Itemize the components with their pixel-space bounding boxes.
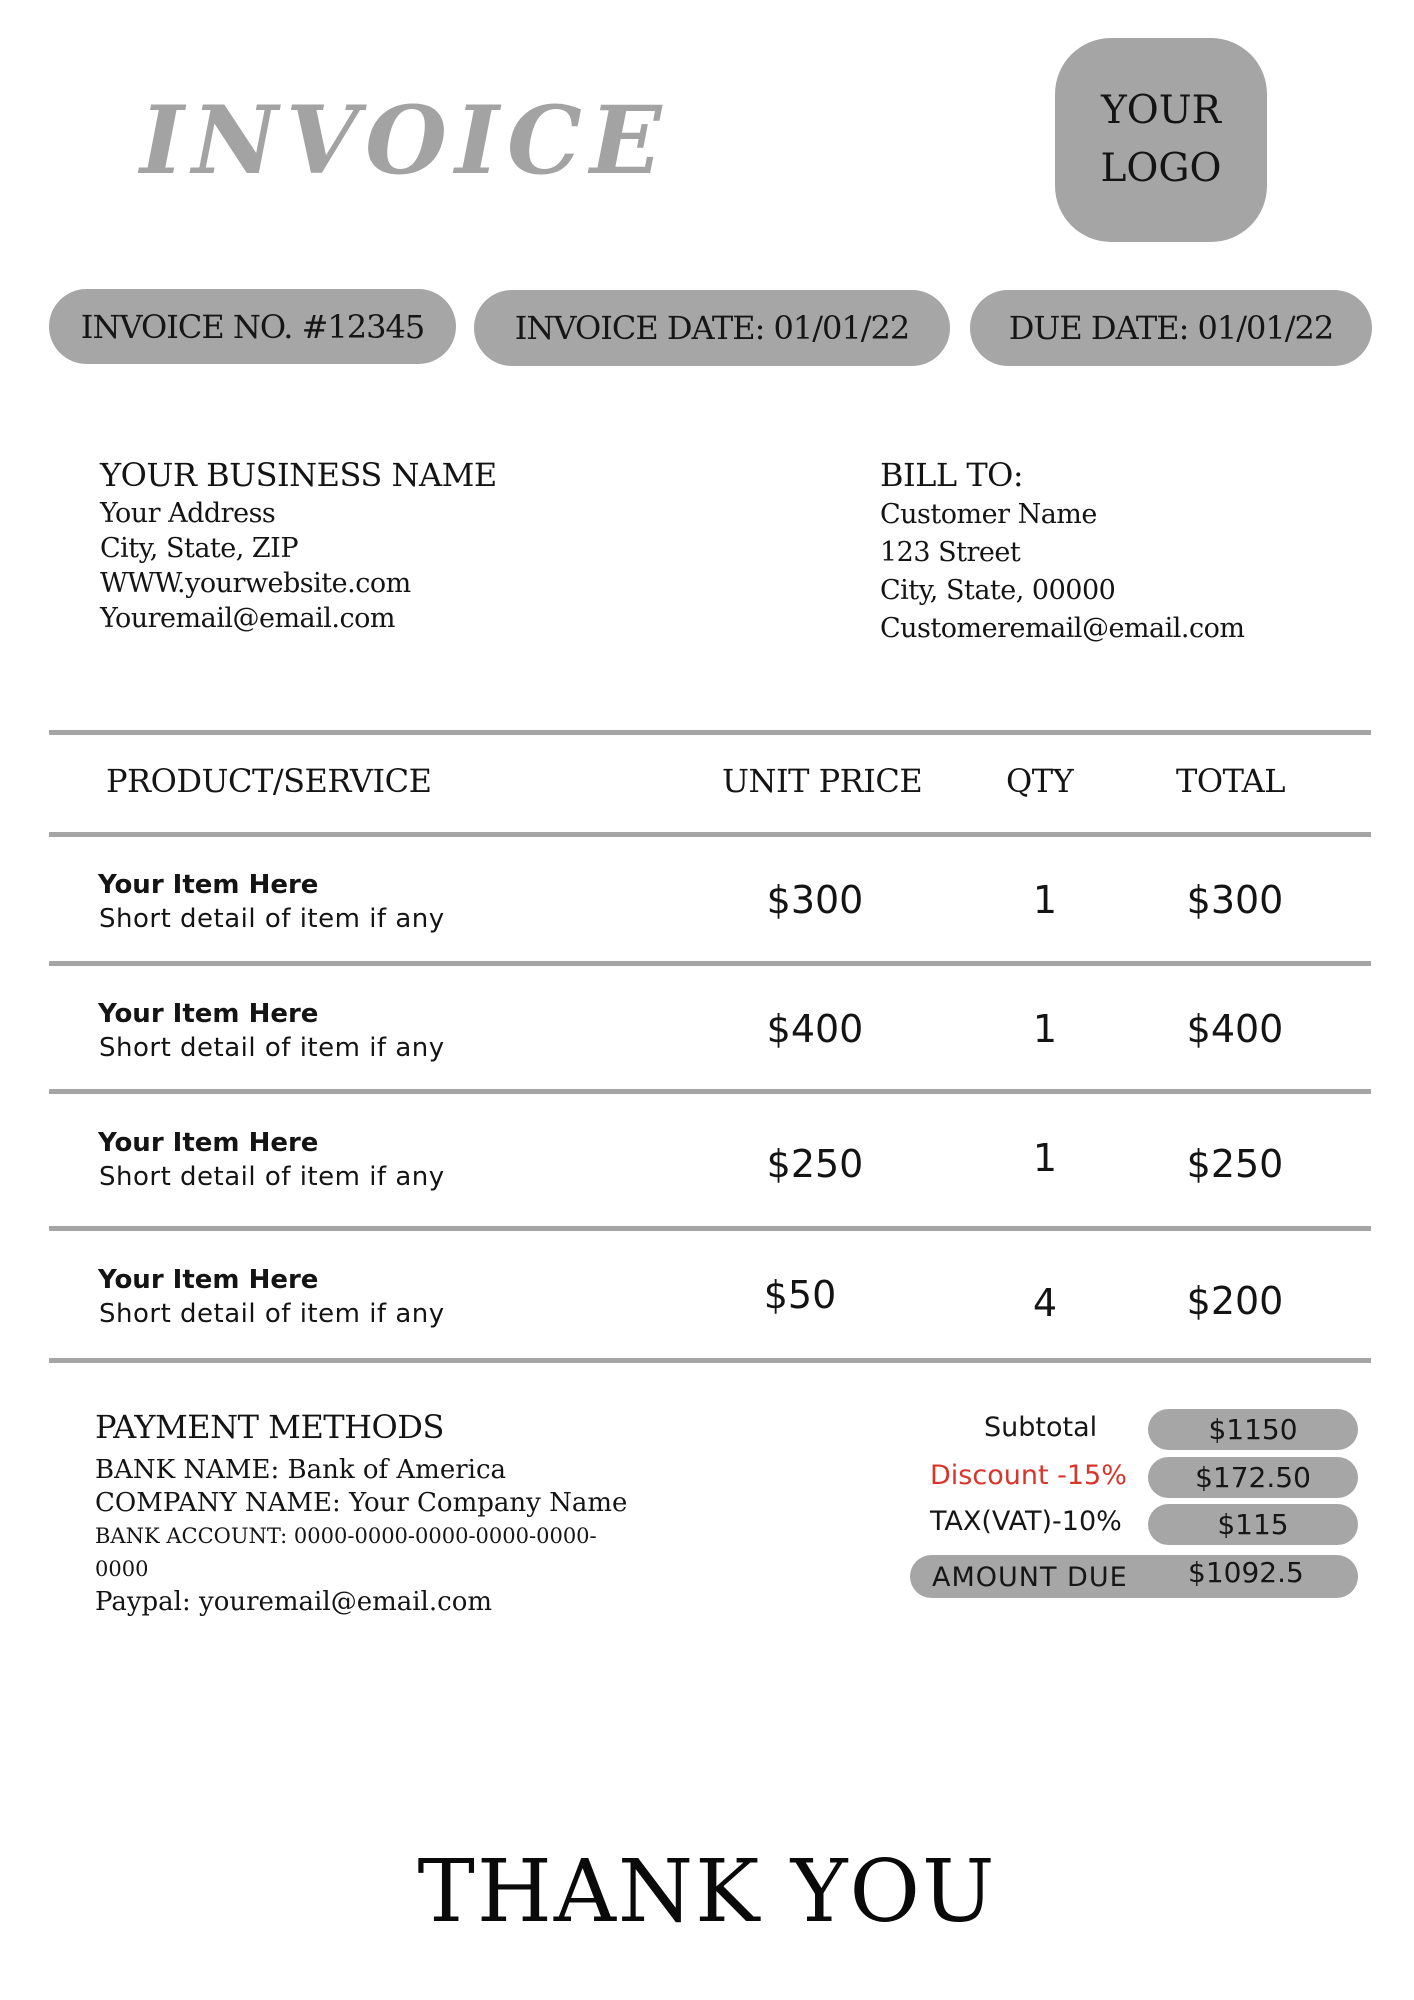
amount-due-value: $1092.5 [1188,1556,1304,1589]
item-detail: Short detail of item if any [99,1033,445,1063]
discount-value: $172.50 [1148,1457,1358,1498]
item-detail: Short detail of item if any [99,904,445,934]
business-address: Your Address [100,498,276,529]
bill-to-info [880,456,1244,648]
table-row [0,1233,1414,1358]
invoice-title: INVOICE [140,86,670,196]
customer-street: 123 Street [880,537,1021,568]
tax-label: TAX(VAT)-10% [930,1506,1122,1537]
subtotal-value: $1150 [1148,1409,1358,1450]
business-website: WWW.yourwebsite.com [100,568,411,599]
table-row [0,838,1414,963]
logo-placeholder [1055,38,1267,242]
item-name: Your Item Here [98,1128,319,1158]
table-row [0,1096,1414,1221]
table-row [0,967,1414,1092]
table-bottom-rule [49,1358,1371,1363]
payment-heading: PAYMENT METHODS [95,1408,444,1446]
item-unit-price: $300 [766,878,864,922]
customer-city: City, State, 00000 [880,575,1116,606]
company-name: COMPANY NAME: Your Company Name [95,1488,628,1518]
subtotal-label: Subtotal [984,1412,1098,1443]
item-total: $200 [1186,1279,1284,1323]
paypal: Paypal: youremail@email.com [95,1587,492,1617]
due-date-badge: DUE DATE: 01/01/22 [970,290,1372,366]
column-header-product: PRODUCT/SERVICE [106,762,432,800]
business-info [100,456,497,636]
item-total: $300 [1186,878,1284,922]
item-total: $400 [1186,1007,1284,1051]
item-qty: 1 [1032,878,1058,922]
item-unit-price: $50 [763,1273,837,1317]
amount-due-label: AMOUNT DUE [932,1562,1128,1593]
bill-to-heading: BILL TO: [880,456,1024,494]
item-name: Your Item Here [98,870,319,900]
customer-email: Customeremail@email.com [880,613,1245,644]
item-qty: 4 [1032,1281,1058,1325]
item-detail: Short detail of item if any [99,1299,445,1329]
item-unit-price: $250 [766,1142,864,1186]
row-divider [49,1089,1371,1094]
item-detail: Short detail of item if any [99,1162,445,1192]
column-header-total: TOTAL [1176,762,1286,800]
invoice-date-badge: INVOICE DATE: 01/01/22 [474,290,950,366]
item-qty: 1 [1032,1136,1058,1180]
payment-methods [95,1408,627,1619]
item-qty: 1 [1032,1007,1058,1051]
table-header-rule [49,832,1371,837]
column-header-qty: QTY [1006,762,1074,800]
customer-name: Customer Name [880,499,1097,530]
table-top-rule [49,730,1371,735]
business-email: Youremail@email.com [100,603,395,634]
thank-you-message: THANK YOU [417,1842,997,1942]
bank-name: BANK NAME: Bank of America [95,1455,507,1485]
item-name: Your Item Here [98,1265,319,1295]
invoice-number-badge: INVOICE NO. #12345 [49,289,456,364]
column-header-unit-price: UNIT PRICE [722,762,923,800]
business-name: YOUR BUSINESS NAME [100,456,497,494]
bank-account: BANK ACCOUNT: 0000-0000-0000-0000-0000- [95,1524,597,1548]
logo-text: YOUR LOGO [1100,88,1222,191]
tax-value: $115 [1148,1504,1358,1545]
row-divider [49,1226,1371,1231]
discount-label: Discount -15% [930,1460,1127,1491]
row-divider [49,961,1371,966]
business-city: City, State, ZIP [100,533,299,564]
item-name: Your Item Here [98,999,319,1029]
item-unit-price: $400 [766,1007,864,1051]
bank-account-continued: 0000 [95,1557,149,1581]
item-total: $250 [1186,1142,1284,1186]
